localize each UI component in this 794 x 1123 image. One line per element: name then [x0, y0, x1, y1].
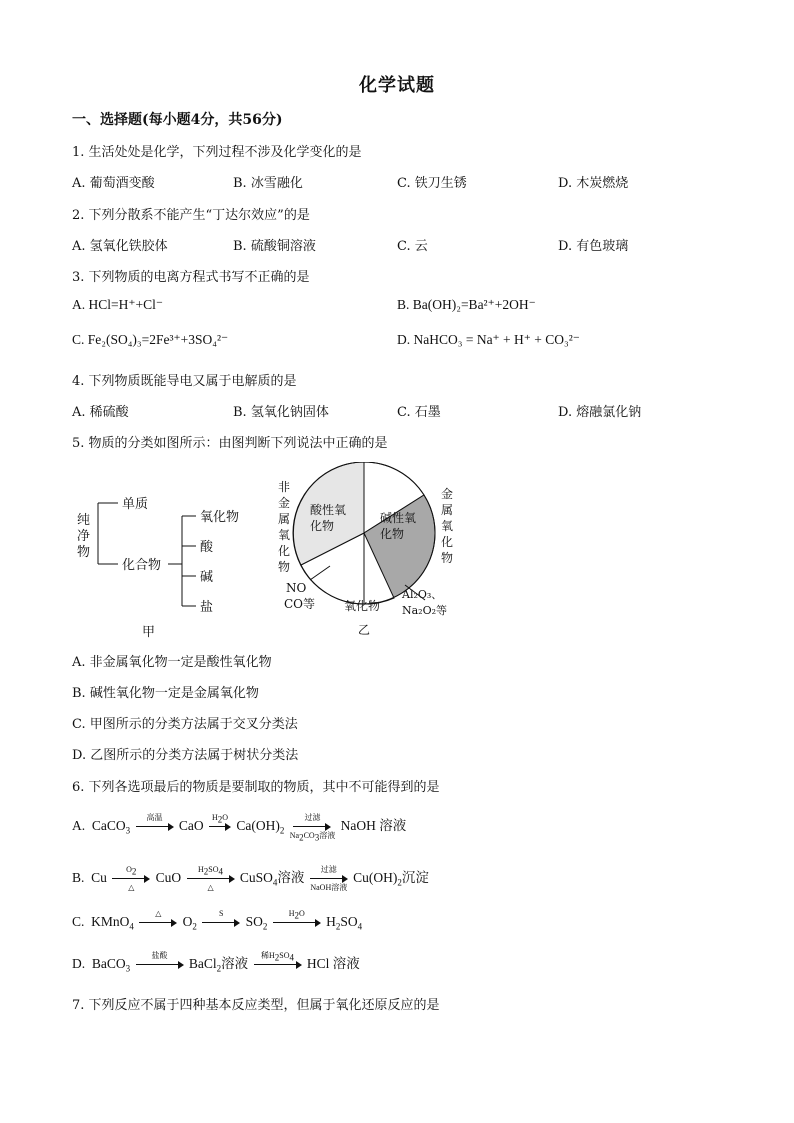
q6-option-a[interactable]: A. CaCO$_3$ 高温 CaO $H_2O$ $Ca(OH)_2$ 过滤 $Na_2CO_3$溶液 NaOH 溶液	[72, 813, 407, 843]
q5-option-c[interactable]: C. 甲图所示的分类方法属于交叉分类法	[72, 717, 298, 732]
q2-option-b[interactable]: B. 硫酸铜溶液	[233, 239, 316, 254]
yi-co-label: CO等	[284, 597, 316, 611]
yi-nonmetal-char-2: 金	[278, 496, 291, 510]
jia-salt-label: 盐	[200, 600, 214, 615]
arrow-icon: $O_2$ △	[112, 866, 150, 892]
figure-jia-tree	[72, 478, 252, 648]
yi-metal-char-5: 物	[441, 551, 454, 565]
q4-option-b[interactable]: B. 氢氧化钠固体	[233, 405, 329, 420]
yi-acidic-line-2: 化物	[310, 519, 335, 533]
q2-option-c[interactable]: C. 云	[397, 239, 428, 254]
q2-option-a[interactable]: A. 氢氧化铁胶体	[72, 239, 168, 254]
q1-option-d[interactable]: D. 木炭燃烧	[558, 176, 629, 191]
jia-base-label: 碱	[200, 570, 214, 585]
q1-option-a[interactable]: A. 葡萄酒变酸	[72, 176, 155, 191]
q3-option-b[interactable]: B. Ba(OH)₂=Ba²⁺+2OH⁻	[397, 297, 536, 312]
yi-na2o2-label: Na₂O₂等	[402, 604, 448, 617]
figure-yi-pie	[270, 462, 470, 640]
jia-acid-label: 酸	[200, 540, 214, 555]
q1-option-b[interactable]: B. 冰雪融化	[233, 176, 303, 191]
yi-nonmetal-char-6: 物	[278, 560, 291, 574]
q2-option-d[interactable]: D. 有色玻璃	[558, 239, 629, 254]
q6-b-letter: B. Cu	[72, 870, 107, 886]
yi-nonmetal-char-1: 非	[278, 480, 291, 494]
q4-option-c[interactable]: C. 石墨	[397, 405, 441, 420]
jia-root-char-2: 净	[77, 529, 91, 544]
q6-option-d[interactable]: D. BaCO$_3$ 盐酸 BaCl$_2$溶液 稀$H_2SO_4$ HCl 溶液	[72, 952, 360, 978]
jia-compound-label: 化合物	[122, 558, 162, 573]
arrow-icon: $H_2SO_4$ △	[187, 866, 235, 892]
q3-option-c[interactable]: C. Fe₂(SO₄)₃=2Fe³⁺+3SO₄²⁻	[72, 332, 229, 347]
arrow-icon: △	[139, 910, 177, 936]
q6-c-letter: C. KMnO$_4$	[72, 914, 134, 932]
q6-a-letter: A. CaCO$_3$	[72, 818, 131, 836]
jia-root-char-3: 物	[77, 545, 91, 560]
arrow-icon: 盐酸	[136, 952, 184, 978]
yi-acidic-line-1: 酸性氧	[310, 503, 347, 517]
jia-oxide-label: 氧化物	[200, 510, 240, 525]
q7-stem: 7. 下列反应不属于四种基本反应类型，但属于氧化还原反应的是	[72, 998, 440, 1013]
q5-option-b[interactable]: B. 碱性氧化物一定是金属氧化物	[72, 686, 259, 701]
yi-nonmetal-char-3: 属	[278, 512, 291, 526]
yi-nonmetal-char-5: 化	[278, 544, 291, 558]
q4-option-d[interactable]: D. 熔融氯化钠	[558, 405, 642, 420]
yi-no-label: NO	[286, 581, 307, 595]
jia-caption: 甲	[142, 625, 156, 640]
q4-stem: 4. 下列物质既能导电又属于电解质的是	[72, 374, 297, 389]
arrow-icon: $H_2O$	[273, 910, 321, 936]
q2-stem: 2. 下列分散系不能产生“丁达尔效应”的是	[72, 208, 310, 223]
jia-simple-label: 单质	[122, 497, 149, 512]
q5-option-d[interactable]: D. 乙图所示的分类方法属于树状分类法	[72, 748, 299, 763]
jia-root-char-1: 纯	[77, 513, 91, 528]
arrow-icon: 过滤 $Na_2CO_3$溶液	[289, 813, 336, 843]
arrow-icon: $H_2O$	[209, 814, 231, 840]
yi-metal-char-3: 氧	[441, 519, 454, 533]
q3-option-a[interactable]: A. HCl=H⁺+Cl⁻	[72, 297, 163, 312]
yi-metal-char-4: 化	[441, 535, 454, 549]
yi-metal-char-1: 金	[441, 487, 454, 501]
yi-metal-char-2: 属	[441, 503, 454, 517]
q3-stem: 3. 下列物质的电离方程式书写不正确的是	[72, 270, 310, 285]
yi-oxide-label: 氧化物	[344, 599, 381, 613]
yi-nonmetal-char-4: 氧	[278, 528, 291, 542]
q6-stem: 6. 下列各选项最后的物质是要制取的物质，其中不可能得到的是	[72, 780, 440, 795]
q3-option-d[interactable]: D. NaHCO₃ = Na⁺ + H⁺ + CO₃²⁻	[397, 332, 580, 347]
q5-option-a[interactable]: A. 非金属氧化物一定是酸性氧化物	[72, 655, 272, 670]
yi-basic-line-2: 化物	[380, 527, 405, 541]
yi-caption: 乙	[358, 623, 371, 637]
q6-option-c[interactable]: C. KMnO$_4$ △ $O_2$ S $SO_2$ $H_2O$ $H_2SO_4$	[72, 910, 362, 936]
q6-option-b[interactable]: B. Cu $O_2$ △ CuO $H_2SO_4$ △ CuSO$_4$溶液 过滤 NaOH溶液 $Cu(OH)_2$沉淀	[72, 865, 429, 892]
yi-al2o3-label: Al₂O₃、	[402, 588, 443, 601]
arrow-icon: 稀$H_2SO_4$	[254, 952, 302, 978]
q1-option-c[interactable]: C. 铁刀生锈	[397, 176, 467, 191]
arrow-icon: S	[202, 910, 240, 936]
arrow-icon: 高温	[136, 814, 174, 840]
q5-stem: 5. 物质的分类如图所示：由图判断下列说法中正确的是	[72, 436, 388, 451]
yi-basic-line-1: 碱性氧	[380, 511, 417, 525]
q4-option-a[interactable]: A. 稀硫酸	[72, 405, 129, 420]
q6-d-letter: D. BaCO$_3$	[72, 956, 131, 974]
arrow-icon: 过滤 NaOH溶液	[310, 865, 348, 892]
page-title: 化学试题	[359, 75, 435, 96]
section-heading: 一、选择题(每小题4分，共56分)	[72, 112, 283, 128]
q1-stem: 1. 生活处处是化学，下列过程不涉及化学变化的是	[72, 145, 362, 160]
